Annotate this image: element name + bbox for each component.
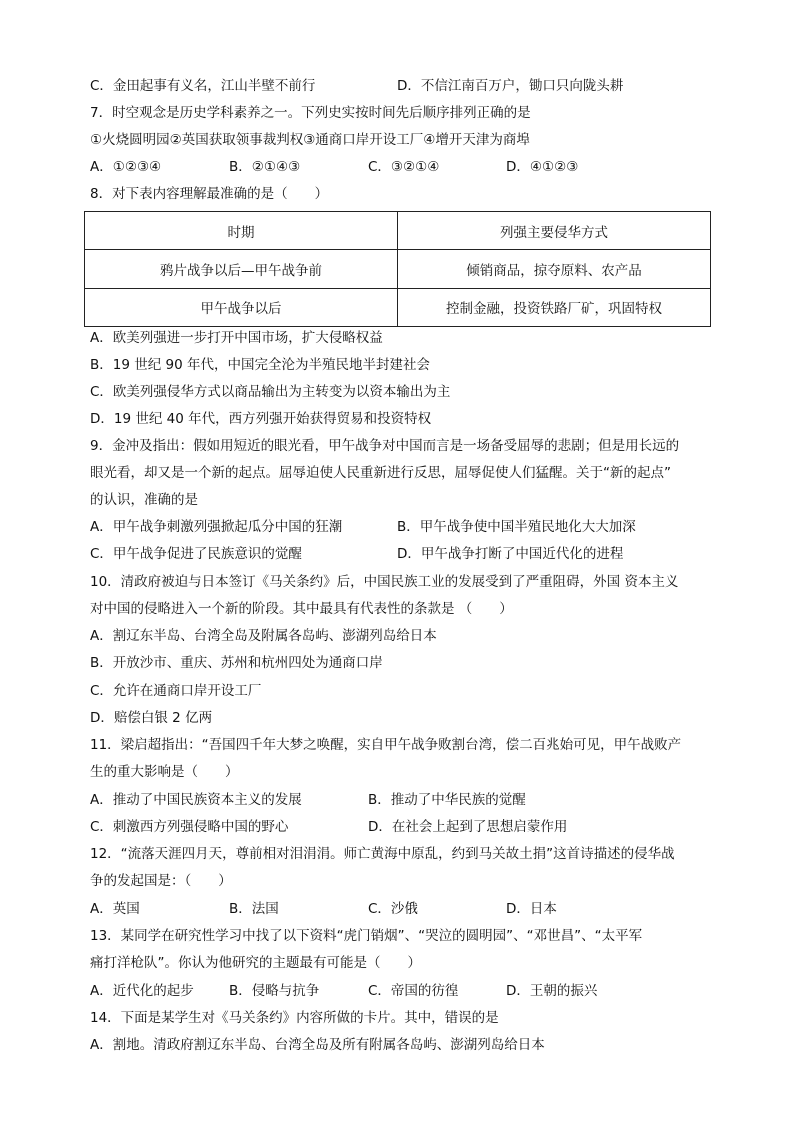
q11-stem-line-2: 生的重大影响是（ ）: [90, 764, 239, 780]
q13-stem-line-1: 13．某同学在研究性学习中找了以下资料“虎门销烟”、“哭泣的圆明园”、“邓世昌”、“太平军: [90, 928, 643, 944]
q13-stem-line-2: 痛打洋枪队”。你认为他研究的主题最有可能是（ ）: [90, 955, 421, 971]
q9-option-d: D．甲午战争打断了中国近代化的进程: [397, 546, 624, 562]
q10-option-b: B．开放沙市、重庆、苏州和杭州四处为通商口岸: [90, 655, 383, 671]
q8-option-b: B．19 世纪 90 年代，中国完全沦为半殖民地半封建社会: [90, 357, 430, 373]
q6-option-d: D．不信江南百万户，锄口只向陇头耕: [397, 78, 624, 94]
q12-option-b: B．法国: [229, 901, 279, 917]
q10-option-c: C．允许在通商口岸开设工厂: [90, 683, 262, 699]
q11-option-b: B．推动了中华民族的觉醒: [368, 792, 526, 808]
q11-option-a: A．推动了中国民族资本主义的发展: [90, 792, 302, 808]
table-cell: 鸦片战争以后—甲午战争前: [85, 250, 398, 288]
q12-option-a: A．英国: [90, 901, 140, 917]
q13-option-b: B．侵略与抗争: [229, 983, 320, 999]
q8-option-a: A．欧美列强进一步打开中国市场，扩大侵略权益: [90, 330, 383, 346]
q11-option-d: D．在社会上起到了思想启蒙作用: [368, 819, 568, 835]
q10-option-a: A．割辽东半岛、台湾全岛及附属各岛屿、澎湖列岛给日本: [90, 628, 437, 644]
q12-option-d: D．日本: [506, 901, 557, 917]
q9-stem-line-2: 眼光看，却又是一个新的起点。屈辱迫使人民重新进行反思，屈辱促使人们猛醒。关于“新的起点”: [90, 465, 671, 481]
table-cell: 倾销商品，掠夺原料、农产品: [398, 250, 711, 288]
q7-stem: 7．时空观念是历史学科素养之一。下列史实按时间先后顺序排列正确的是: [90, 105, 531, 121]
q14-option-a: A．割地。清政府割辽东半岛、台湾全岛及所有附属各岛屿、澎湖列岛给日本: [90, 1037, 545, 1053]
q9-stem-line-1: 9．金冲及指出：假如用短近的眼光看，甲午战争对中国而言是一场备受屈辱的悲剧；但是用长远的: [90, 438, 680, 454]
q13-option-c: C．帝国的彷徨: [368, 983, 459, 999]
q9-option-c: C．甲午战争促进了民族意识的觉醒: [90, 546, 302, 562]
table-header-cell: 时期: [85, 212, 398, 250]
table-header-cell: 列强主要侵华方式: [398, 212, 711, 250]
q8-option-c: C．欧美列强侵华方式以商品输出为主转变为以资本输出为主: [90, 384, 451, 400]
q9-option-a: A．甲午战争刺激列强掀起瓜分中国的狂潮: [90, 519, 343, 535]
q9-option-b: B．甲午战争使中国半殖民地化大大加深: [397, 519, 636, 535]
q7-option-d: D．④①②③: [506, 159, 579, 175]
q14-stem: 14．下面是某学生对《马关条约》内容所做的卡片。其中，错误的是: [90, 1010, 499, 1026]
table-row: [85, 250, 711, 288]
q8-stem: 8．对下表内容理解最准确的是（ ）: [90, 186, 329, 202]
q8-table: [84, 211, 711, 327]
q10-option-d: D．赔偿白银 2 亿两: [90, 710, 213, 726]
q10-stem-line-1: 10．清政府被迫与日本签订《马关条约》后，中国民族工业的发展受到了严重阻碍，外国 资本主义: [90, 574, 679, 590]
q8-option-d: D．19 世纪 40 年代，西方列强开始获得贸易和投资特权: [90, 411, 432, 427]
q10-stem-line-2: 对中国的侵略进入一个新的阶段。其中最具有代表性的条款是 （ ）: [90, 601, 513, 617]
q12-option-c: C．沙俄: [368, 901, 418, 917]
q11-stem-line-1: 11．梁启超指出：“吾国四千年大梦之唤醒，实自甲午战争败割台湾，偿二百兆始可见，甲午战败产: [90, 737, 682, 753]
q11-option-c: C．刺激西方列强侵略中国的野心: [90, 819, 289, 835]
q9-stem-line-3: 的认识，准确的是: [90, 492, 198, 508]
table-cell: 甲午战争以后: [85, 288, 398, 326]
q7-option-a: A．①②③④: [90, 159, 162, 175]
q6-option-c: C．金田起事有义名，江山半壁不前行: [90, 78, 316, 94]
table-header-row: [85, 212, 711, 250]
q7-option-c: C．③②①④: [368, 159, 440, 175]
q7-option-b: B．②①④③: [229, 159, 301, 175]
table-row: [85, 288, 711, 326]
table-cell: 控制金融，投资铁路厂矿，巩固特权: [398, 288, 711, 326]
q13-option-d: D．王朝的振兴: [506, 983, 598, 999]
q7-items: ①火烧圆明园②英国获取领事裁判权③通商口岸开设工厂④增开天津为商埠: [90, 132, 530, 148]
q12-stem-line-2: 争的发起国是：（ ）: [90, 873, 232, 889]
q12-stem-line-1: 12．“流落天涯四月天，尊前相对泪涓涓。师亡黄海中原乱，约到马关故土捐”这首诗描述的侵华战: [90, 846, 675, 862]
q13-option-a: A．近代化的起步: [90, 983, 194, 999]
